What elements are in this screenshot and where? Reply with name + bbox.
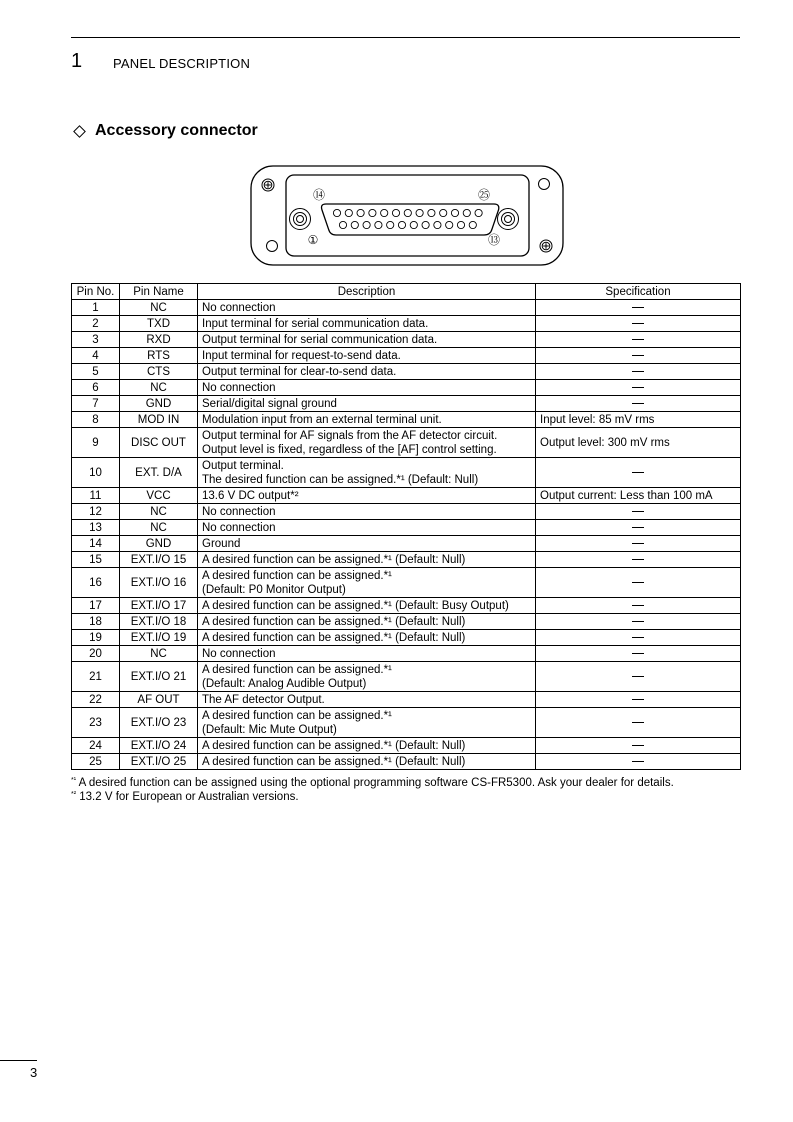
accessory-connector-diagram	[250, 165, 564, 266]
pin-number-cell: 10	[72, 458, 120, 488]
diamond-bullet-icon	[73, 125, 86, 138]
description-line: A desired function can be assigned.*¹ (Default: Null)	[202, 553, 466, 566]
description-line: Output terminal for serial communication data.	[202, 333, 438, 346]
description-line: No connection	[202, 381, 276, 394]
dash-icon	[632, 559, 644, 560]
specification-cell	[536, 738, 741, 754]
footnote-1	[71, 776, 674, 790]
footnote-1-text: A desired function can be assigned using the optional programming software CS-FR5300. Ask your dealer for details.	[78, 777, 674, 789]
dash-icon	[632, 605, 644, 606]
specification-cell	[536, 708, 741, 738]
pin-number-cell: 15	[72, 552, 120, 568]
description-line: A desired function can be assigned.*¹	[202, 709, 392, 722]
specification-cell	[536, 754, 741, 770]
description-line: Output level is fixed, regardless of the [AF] control setting.	[202, 443, 497, 456]
table-row	[72, 412, 741, 428]
specification-cell	[536, 520, 741, 536]
description-cell	[198, 646, 536, 662]
screw-slot-icon	[265, 182, 271, 188]
description-line: A desired function can be assigned.*¹	[202, 663, 392, 676]
specification-cell: Output level: 300 mV rms	[536, 428, 741, 458]
description-line: A desired function can be assigned.*¹ (Default: Busy Output)	[202, 599, 509, 612]
pin-hole	[381, 209, 388, 216]
description-line: A desired function can be assigned.*¹ (Default: Null)	[202, 631, 466, 644]
pin-hole	[398, 221, 405, 228]
chapter-number: 1	[71, 50, 83, 72]
pin-number-cell: 8	[72, 412, 120, 428]
table-row	[72, 646, 741, 662]
table-row	[72, 380, 741, 396]
pin-name-cell: EXT.I/O 25	[120, 754, 198, 770]
pin-hole	[428, 209, 435, 216]
pin-name-cell: NC	[120, 380, 198, 396]
description-cell	[198, 520, 536, 536]
pin-name-cell: EXT.I/O 15	[120, 552, 198, 568]
description-cell	[198, 316, 536, 332]
dash-icon	[632, 653, 644, 654]
pin-name-cell: GND	[120, 536, 198, 552]
specification-cell	[536, 380, 741, 396]
pin-hole	[475, 209, 482, 216]
connector-screws	[262, 179, 552, 253]
description-line: (Default: Mic Mute Output)	[202, 723, 337, 736]
description-cell	[198, 738, 536, 754]
dash-icon	[632, 511, 644, 512]
description-cell	[198, 692, 536, 708]
hex-standoff-hole-icon	[505, 216, 512, 223]
pin-hole	[333, 209, 340, 216]
pin-number-cell: 18	[72, 614, 120, 630]
pin-hole	[463, 209, 470, 216]
description-cell	[198, 300, 536, 316]
pin-name-cell: EXT.I/O 16	[120, 568, 198, 598]
pin-name-cell: VCC	[120, 488, 198, 504]
pin-name-cell: MOD IN	[120, 412, 198, 428]
table-row	[72, 488, 741, 504]
footnote-2	[71, 790, 299, 804]
pin-name-cell: EXT.I/O 19	[120, 630, 198, 646]
description-line: Modulation input from an external terminal unit.	[202, 413, 442, 426]
pin-name-cell: AF OUT	[120, 692, 198, 708]
pin-name-cell: RXD	[120, 332, 198, 348]
table-row	[72, 504, 741, 520]
description-line: Output terminal for AF signals from the AF detector circuit.	[202, 429, 498, 442]
pin-number-cell: 24	[72, 738, 120, 754]
table-row	[72, 458, 741, 488]
specification-cell	[536, 316, 741, 332]
table-row	[72, 332, 741, 348]
header-description: Description	[198, 284, 536, 300]
table-row	[72, 348, 741, 364]
table-row	[72, 692, 741, 708]
description-line: (Default: P0 Monitor Output)	[202, 583, 346, 596]
description-line: No connection	[202, 521, 276, 534]
hex-standoff-inner-icon	[502, 213, 515, 226]
pin-name-cell: EXT.I/O 23	[120, 708, 198, 738]
table-row	[72, 396, 741, 412]
pin-number-cell: 3	[72, 332, 120, 348]
pin-hole	[440, 209, 447, 216]
description-line: (Default: Analog Audible Output)	[202, 677, 367, 690]
mounting-hole-icon	[267, 241, 278, 252]
description-cell	[198, 708, 536, 738]
table-header-row	[72, 284, 741, 300]
dash-icon	[632, 355, 644, 356]
pin-name-cell: EXT.I/O 18	[120, 614, 198, 630]
specification-cell	[536, 614, 741, 630]
pin-hole	[345, 209, 352, 216]
description-line: No connection	[202, 505, 276, 518]
pin-hole	[434, 221, 441, 228]
header-specification: Specification	[536, 284, 741, 300]
description-cell	[198, 536, 536, 552]
table-row	[72, 708, 741, 738]
pin-label-14: ⑭	[312, 188, 326, 202]
specification-cell	[536, 458, 741, 488]
description-cell	[198, 380, 536, 396]
specification-cell	[536, 630, 741, 646]
dash-icon	[632, 676, 644, 677]
table-row	[72, 630, 741, 646]
pin-number-cell: 11	[72, 488, 120, 504]
section-title: Accessory connector	[95, 122, 258, 139]
pin-name-cell: NC	[120, 504, 198, 520]
hex-standoff-hole-icon	[297, 216, 304, 223]
footnote-2-text: 13.2 V for European or Australian versions.	[79, 791, 299, 803]
dash-icon	[632, 722, 644, 723]
page-number: 3	[30, 1065, 38, 1080]
footer-rule	[0, 1060, 37, 1061]
description-line: A desired function can be assigned.*¹ (Default: Null)	[202, 615, 466, 628]
specification-cell	[536, 332, 741, 348]
pin-row-bottom	[339, 221, 476, 228]
pin-hole	[339, 221, 346, 228]
pin-name-cell: NC	[120, 300, 198, 316]
pin-label-1: ①	[307, 233, 319, 247]
table-row	[72, 598, 741, 614]
dash-icon	[632, 582, 644, 583]
description-line: 13.6 V DC output*²	[202, 489, 299, 502]
section-heading	[71, 121, 258, 141]
specification-cell	[536, 536, 741, 552]
table-row	[72, 614, 741, 630]
pin-hole	[404, 209, 411, 216]
pin-hole	[457, 221, 464, 228]
description-cell	[198, 364, 536, 380]
dash-icon	[632, 371, 644, 372]
pin-name-cell: EXT.I/O 17	[120, 598, 198, 614]
pin-name-cell: DISC OUT	[120, 428, 198, 458]
description-line: Input terminal for request-to-send data.	[202, 349, 401, 362]
specification-cell	[536, 348, 741, 364]
pin-hole	[422, 221, 429, 228]
pin-number-cell: 4	[72, 348, 120, 364]
description-cell	[198, 458, 536, 488]
pin-name-cell: RTS	[120, 348, 198, 364]
table-row	[72, 552, 741, 568]
dash-icon	[632, 403, 644, 404]
description-cell	[198, 488, 536, 504]
dash-icon	[632, 543, 644, 544]
description-line: Output terminal for clear-to-send data.	[202, 365, 397, 378]
specification-cell	[536, 692, 741, 708]
pin-number-cell: 1	[72, 300, 120, 316]
dash-icon	[632, 339, 644, 340]
pin-number-cell: 12	[72, 504, 120, 520]
pin-label-13: ⑬	[487, 233, 501, 247]
pin-number-cell: 16	[72, 568, 120, 598]
specification-cell	[536, 364, 741, 380]
description-cell	[198, 396, 536, 412]
table-row	[72, 754, 741, 770]
header-rule	[71, 37, 740, 38]
specification-cell	[536, 568, 741, 598]
pin-name-cell: EXT. D/A	[120, 458, 198, 488]
pin-number-cell: 2	[72, 316, 120, 332]
table-row	[72, 316, 741, 332]
pin-number-cell: 13	[72, 520, 120, 536]
connector-body	[251, 166, 563, 265]
description-cell	[198, 412, 536, 428]
pin-number-cell: 6	[72, 380, 120, 396]
dash-icon	[632, 527, 644, 528]
description-line: Ground	[202, 537, 241, 550]
description-line: Input terminal for serial communication data.	[202, 317, 429, 330]
dash-icon	[632, 637, 644, 638]
description-cell	[198, 504, 536, 520]
dash-icon	[632, 699, 644, 700]
mounting-hole-icon	[539, 179, 550, 190]
pin-hole	[387, 221, 394, 228]
pin-name-cell: EXT.I/O 21	[120, 662, 198, 692]
description-line: No connection	[202, 301, 276, 314]
header-pin-name: Pin Name	[120, 284, 198, 300]
pin-name-cell: TXD	[120, 316, 198, 332]
pin-number-cell: 23	[72, 708, 120, 738]
description-line: A desired function can be assigned.*¹ (Default: Null)	[202, 739, 466, 752]
description-cell	[198, 428, 536, 458]
connector-outer-plate	[251, 166, 563, 265]
pin-label-25: ㉕	[477, 188, 491, 202]
pin-hole	[392, 209, 399, 216]
description-line: Serial/digital signal ground	[202, 397, 337, 410]
specification-cell	[536, 662, 741, 692]
pin-number-cell: 19	[72, 630, 120, 646]
pin-hole	[375, 221, 382, 228]
table-row	[72, 520, 741, 536]
hex-standoff-icon	[290, 209, 311, 230]
pin-number-cell: 5	[72, 364, 120, 380]
table-row	[72, 568, 741, 598]
pin-name-cell: EXT.I/O 24	[120, 738, 198, 754]
table-row	[72, 300, 741, 316]
screw-slot-icon	[543, 243, 549, 249]
description-cell	[198, 598, 536, 614]
pin-number-cell: 17	[72, 598, 120, 614]
table-row	[72, 662, 741, 692]
hex-standoff-icon	[498, 209, 519, 230]
dash-icon	[632, 621, 644, 622]
dash-icon	[632, 761, 644, 762]
table-row	[72, 738, 741, 754]
pin-hole	[416, 209, 423, 216]
footnote-2-mark: *²	[71, 791, 77, 798]
description-cell	[198, 348, 536, 364]
pin-name-cell: NC	[120, 646, 198, 662]
pin-name-cell: CTS	[120, 364, 198, 380]
description-cell	[198, 332, 536, 348]
pin-number-cell: 22	[72, 692, 120, 708]
description-line: The AF detector Output.	[202, 693, 325, 706]
description-cell	[198, 552, 536, 568]
hex-standoff-inner-icon	[294, 213, 307, 226]
specification-cell	[536, 598, 741, 614]
specification-cell: Input level: 85 mV rms	[536, 412, 741, 428]
table-row	[72, 536, 741, 552]
pin-number-cell: 14	[72, 536, 120, 552]
description-line: The desired function can be assigned.*¹ (Default: Null)	[202, 473, 479, 486]
pin-number-cell: 9	[72, 428, 120, 458]
pin-hole	[469, 221, 476, 228]
description-line: A desired function can be assigned.*¹ (Default: Null)	[202, 755, 466, 768]
pin-hole	[446, 221, 453, 228]
dash-icon	[632, 307, 644, 308]
description-line: No connection	[202, 647, 276, 660]
pin-table	[71, 283, 741, 770]
description-cell	[198, 630, 536, 646]
specification-cell	[536, 300, 741, 316]
pin-row-top	[333, 209, 482, 216]
description-line: A desired function can be assigned.*¹	[202, 569, 392, 582]
description-cell	[198, 568, 536, 598]
pin-number-cell: 7	[72, 396, 120, 412]
pin-number-cell: 20	[72, 646, 120, 662]
d-sub-shell	[322, 204, 499, 235]
pin-hole	[351, 221, 358, 228]
description-line: Output terminal.	[202, 459, 284, 472]
pin-hole	[369, 209, 376, 216]
specification-cell	[536, 646, 741, 662]
dash-icon	[632, 745, 644, 746]
specification-cell: Output current: Less than 100 mA	[536, 488, 741, 504]
pin-hole	[357, 209, 364, 216]
specification-cell	[536, 396, 741, 412]
specification-cell	[536, 504, 741, 520]
dash-icon	[632, 472, 644, 473]
pin-hole	[451, 209, 458, 216]
pin-number-cell: 21	[72, 662, 120, 692]
pin-number-cell: 25	[72, 754, 120, 770]
table-row	[72, 364, 741, 380]
pin-name-cell: GND	[120, 396, 198, 412]
header-pin-no: Pin No.	[72, 284, 120, 300]
specification-cell	[536, 552, 741, 568]
description-cell	[198, 662, 536, 692]
pin-name-cell: NC	[120, 520, 198, 536]
dash-icon	[632, 387, 644, 388]
pin-hole	[410, 221, 417, 228]
pin-hole	[363, 221, 370, 228]
table-row	[72, 428, 741, 458]
description-cell	[198, 754, 536, 770]
description-cell	[198, 614, 536, 630]
dash-icon	[632, 323, 644, 324]
chapter-title: PANEL DESCRIPTION	[113, 56, 251, 71]
footnote-1-mark: *¹	[71, 777, 77, 784]
